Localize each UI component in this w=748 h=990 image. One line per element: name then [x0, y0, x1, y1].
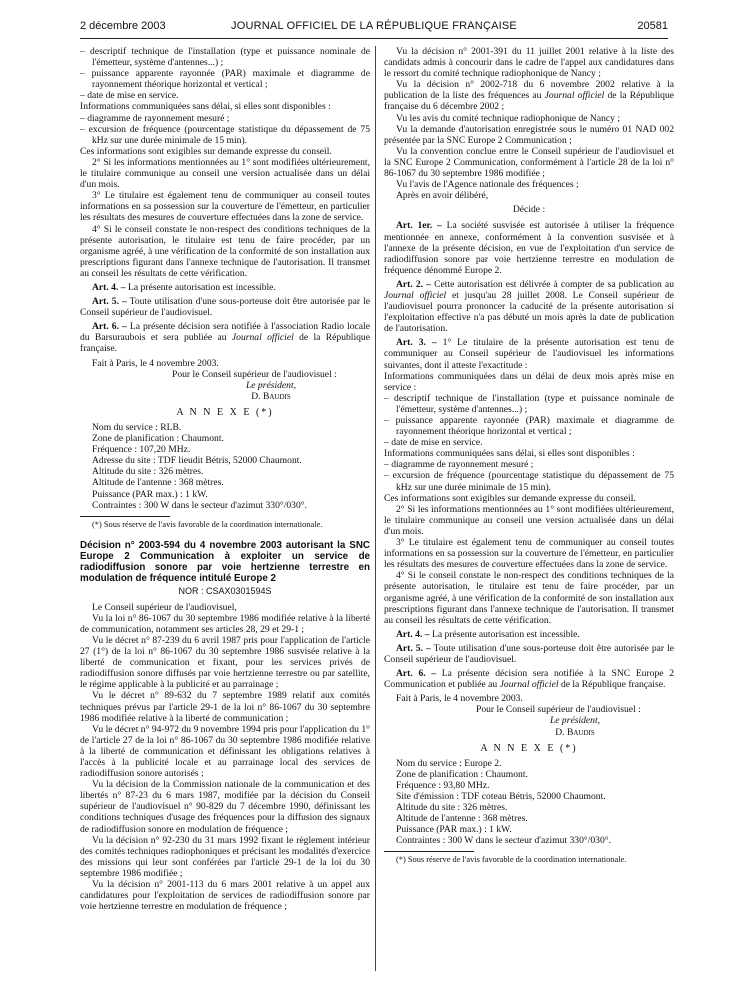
article-2: Art. 2. – Cette autorisation est délivrée à compter de sa publication au Journal officiel et jusqu'au 28 juillet 2008. Le Conseil supérieur de l'audiovisuel pourra prononcer la caducité de la présente autorisation si l'exploitation effective n'a pas débuté un mois après la date de publication de l'autorisation.: [384, 278, 674, 335]
vu-item: Vu l'avis de l'Agence nationale des fréquences ;: [396, 179, 579, 191]
fait-line: Fait à Paris, le 4 novembre 2003.: [396, 693, 523, 705]
vu-item: Vu le décret n° 87-239 du 6 avril 1987 pris pour l'application de l'article 27 (1°) de la loi n° 86-1067 du 30 septembre 1986 susvisée relative à la liberté de communication et fixant, pour les services privés de radiodiffusion sonore diffusés par voie hertzienne terrestre ou par satellite, le régime applicable à la publicité et au parrainage ;: [80, 634, 370, 691]
annex-item: Altitude de l'antenne : 368 mètres.: [92, 477, 224, 489]
vu-item: Vu la demande d'autorisation enregistrée sous le numéro 01 NAD 002 présentée par la SNC Europe 2 Communication ;: [384, 123, 674, 146]
footnote-rule: [80, 516, 170, 517]
annex-item: Fréquence : 93,80 MHz.: [396, 779, 490, 791]
vu-item: Vu le décret n° 89-632 du 7 septembre 1989 relatif aux comités techniques prévus par l'article 29-1 de la loi n° 86-1067 du 30 septembre 1986 modifiée relative à la liberté de communication ;: [80, 690, 370, 724]
paragraph: Après en avoir délibéré,: [396, 190, 489, 202]
paragraph: 3° Le titulaire est également tenu de communiquer au conseil toutes informations en sa possession sur la couverture de l'émetteur, en particulier les résultats des mesures de couverture effectuées dans la zone de service.: [384, 537, 674, 571]
annex-item: Adresse du site : TDF lieudit Bétris, 52000 Chaumont.: [92, 455, 302, 467]
paragraph: 2° Si les informations mentionnées au 1° sont modifiées ultérieurement, le titulaire communique au conseil une version actualisée dans un délai d'un mois.: [80, 156, 370, 191]
signature-role: Le président,: [549, 715, 601, 727]
annex-item: Altitude du site : 326 mètres.: [92, 466, 204, 478]
article-label: Art. 5. –: [396, 642, 431, 654]
signature-name: D. Baudis: [251, 390, 291, 402]
article-label: Art. 1er. –: [396, 220, 442, 232]
signature-for: Pour le Conseil supérieur de l'audiovisuel :: [476, 704, 641, 716]
annex-item: Zone de planification : Chaumont.: [396, 768, 528, 780]
decision-title: Décision n° 2003-594 du 4 novembre 2003 autorisant la SNC Europe 2 Communication à exploiter un service de radiodiffusion sonore par voie hertzienne terrestre en modulation de fréquence intitulé Europe 2: [80, 539, 370, 585]
article-text: La présente décision sera notifiée à l'association Radio locale du Barsuraubois et sera publiée au: [80, 321, 370, 344]
article-5: [384, 643, 674, 665]
page-header: [80, 20, 668, 36]
nor-reference: NOR : CSAX0301594S: [178, 585, 272, 596]
article-1: [384, 220, 674, 275]
list-item: – descriptif technique de l'installation (type et puissance nominale de l'émetteur, système d'antennes...) ;: [80, 46, 370, 68]
journal-ref: Journal officiel: [231, 332, 294, 344]
article-6: [80, 321, 370, 354]
annex-item: Zone de planification : Chaumont.: [92, 433, 224, 445]
footnote: (*) Sous réserve de l'avis favorable de la coordination internationale.: [396, 855, 627, 865]
vu-item: Vu les avis du comité technique radiophonique de Nancy ;: [396, 112, 621, 124]
header-date: 2 décembre 2003: [80, 20, 166, 32]
list-item: – date de mise en service.: [384, 437, 674, 448]
vu-item: Vu le décret n° 94-972 du 9 novembre 1994 pris pour l'application du 1° de l'article 27 de la loi n° 86-1067 du 30 septembre 1986 modifiée relative à la liberté de communication et définissant les obligations relatives à l'accès à la publicité locale et au parrainage local des services de radiodiffusion sonore autorisés ;: [80, 723, 370, 780]
article-3: [384, 337, 674, 370]
annex-title: A N N E X E (*): [176, 406, 274, 418]
annex-item: Fréquence : 107,20 MHz.: [92, 444, 191, 456]
list-item: – descriptif technique de l'installation (type et puissance nominale de l'émetteur, système d'antennes...) ;: [384, 393, 674, 415]
article-label: Art. 6. –: [396, 668, 437, 680]
article-text: La présente autorisation est incessible.: [431, 628, 580, 640]
list-item: – diagramme de rayonnement mesuré ;: [384, 459, 674, 470]
signature-role: Le président,: [245, 379, 297, 391]
journal-ref: Journal officiel: [384, 289, 447, 301]
signature-for: Pour le Conseil supérieur de l'audiovisuel :: [172, 368, 337, 380]
header-rule: [80, 38, 668, 39]
list-item: – diagramme de rayonnement mesuré ;: [80, 113, 370, 124]
article-text: de la République française.: [80, 332, 370, 355]
article-label: Art. 6. –: [92, 321, 127, 333]
left-column: [80, 46, 370, 912]
list-item: – date de mise en service.: [80, 90, 370, 101]
page-number: 20581: [637, 20, 668, 32]
annex-item: Altitude du site : 326 mètres.: [396, 802, 508, 814]
paragraph: Ces informations sont exigibles sur demande expresse du conseil.: [384, 492, 636, 504]
vu-item: Vu la décision n° 2001-391 du 11 juillet 2001 relative à la liste des candidats admis à concourir dans le cadre de l'appel aux candidatures dans le ressort du comité technique radiophonique de Nancy ;: [384, 46, 674, 80]
list-item: – puissance apparente rayonnée (PAR) maximale et diagramme de rayonnement théorique horizontal et vertical ;: [384, 415, 674, 437]
annex-item: Contraintes : 300 W dans le secteur d'azimut 330°/030°.: [92, 499, 308, 511]
paragraph: Informations communiquées sans délai, si elles sont disponibles :: [80, 101, 331, 113]
paragraph: Informations communiquées dans un délai de deux mois après mise en service :: [384, 370, 674, 393]
annex-title: A N N E X E (*): [480, 742, 578, 754]
paragraph: Informations communiquées sans délai, si elles sont disponibles :: [384, 448, 635, 460]
paragraph: Ces informations sont exigibles sur demande expresse du conseil.: [80, 145, 332, 157]
list-item: – excursion de fréquence (pourcentage statistique du dépassement de 75 kHz sur une durée minimale de 15 min).: [80, 124, 370, 146]
paragraph: Le Conseil supérieur de l'audiovisuel,: [92, 601, 237, 613]
article-text: La société susvisée est autorisée à utiliser la fréquence mentionnée en annexe, conformément à la convention susvisée et à l'annexe de la présente décision, en vue de l'exploitation d'un service de radiodiffusion sonore par voie hertzienne terrestre en modulation de fréquence dénommé Europe 2.: [384, 220, 675, 276]
article-label: Art. 5. –: [92, 296, 127, 308]
article-4: [384, 629, 674, 640]
decide-heading: Décide :: [512, 204, 546, 216]
article-text: 1° Le titulaire de la présente autorisation est tenu de communiquer au Conseil supérieur de l'audiovisuel les informations suivantes, dont il atteste l'exactitude :: [384, 337, 674, 371]
column-divider: [375, 46, 376, 971]
paragraph: 2° Si les informations mentionnées au 1° sont modifiées ultérieurement, le titulaire communique au conseil une version actualisée dans un délai d'un mois.: [384, 503, 674, 537]
article-5: [80, 296, 370, 318]
article-text: La présente autorisation est incessible.: [127, 281, 276, 293]
vu-item: Vu la décision n° 2002-718 du 6 novembre 2002 relative à la publication de la liste des fréquences au Journal officiel de la République française du 6 décembre 2002 ;: [384, 79, 675, 113]
annex-item: Nom du service : Europe 2.: [396, 757, 502, 769]
annex-item: Contraintes : 300 W dans le secteur d'azimut 330°/030°.: [396, 835, 612, 847]
paragraph: 3° Le titulaire est également tenu de communiquer au conseil toutes informations en sa possession sur la couverture de l'émetteur, en particulier les résultats des mesures de couverture effectuées dans la zone de service.: [80, 190, 370, 224]
annex-item: Puissance (PAR max.) : 1 kW.: [396, 824, 512, 836]
vu-item: Vu la décision de la Commission nationale de la communication et des libertés n° 87-23 du 6 mars 1987, modifiée par la décision du Conseil supérieur de l'audiovisuel n° 90-829 du 7 décembre 1990, définissant les conditions techniques d'usage des fréquences pour la diffusion des signaux de radiodiffusion sonore en modulation de fréquence ;: [80, 779, 370, 835]
article-label: Art. 2. –: [396, 278, 431, 290]
article-label: Art. 4. –: [396, 628, 430, 640]
annex-item: Puissance (PAR max.) : 1 kW.: [92, 488, 208, 500]
annex-item: Nom du service : RLB.: [92, 422, 182, 433]
signature-name: D. Baudis: [555, 726, 595, 738]
right-column: [384, 46, 674, 865]
paragraph: 4° Si le conseil constate le non-respect des conditions techniques de la présente autorisation, le titulaire est tenu de faire procéder, par un organisme agréé, à une vérification de la conformité de son installation aux prescriptions figurant dans l'annexe technique de l'autorisation. Il transmet au conseil les résultats de cette vérification.: [384, 570, 674, 626]
annex-item: Site d'émission : TDF coteau Bétris, 52000 Chaumont.: [396, 791, 606, 802]
vu-item: Vu la décision n° 92-230 du 31 mars 1992 fixant le règlement intérieur des comités techniques radiophoniques et précisant les modalités d'exercice des missions qui leur sont conférées par l'article 29-1 de la loi du 30 septembre 1986 modifiée ;: [80, 834, 370, 879]
vu-item: Vu la décision n° 2001-113 du 6 mars 2001 relative à un appel aux candidatures pour l'exploitation de services de radiodiffusion sonore par voie hertzienne terrestre en modulation de fréquence ;: [80, 879, 370, 913]
fait-line: Fait à Paris, le 4 novembre 2003.: [92, 357, 219, 369]
annex-item: Altitude de l'antenne : 368 mètres.: [396, 813, 528, 825]
journal-title: JOURNAL OFFICIEL DE LA RÉPUBLIQUE FRANÇAISE: [231, 20, 517, 32]
vu-item: Vu la loi n° 86-1067 du 30 septembre 1986 modifiée relative à la liberté de communication, notamment ses articles 28, 29 et 29-1 ;: [80, 612, 370, 635]
vu-item: Vu la convention conclue entre le Conseil supérieur de l'audiovisuel et la SNC Europe 2 Communication, conformément à l'article 28 de la loi n° 86-1067 du 30 septembre 1986 modifiée ;: [384, 145, 674, 180]
article-label: Art. 3. –: [396, 337, 437, 349]
article-6: Art. 6. – La présente décision sera notifiée à la SNC Europe 2 Communication et publiée au Journal officiel de la République française.: [384, 668, 674, 691]
paragraph: 4° Si le conseil constate le non-respect des conditions techniques de la présente autorisation, le titulaire est tenu de faire procéder, par un organisme agréé, à une vérification de la conformité de son installation aux prescriptions figurant dans l'annexe technique de l'autorisation. Il transmet au conseil les résultats de cette vérification.: [80, 223, 370, 279]
article-text: Toute utilisation d'une sous-porteuse doit être autorisée par le Conseil supérieur de l'audiovisuel.: [384, 642, 674, 665]
article-text: Toute utilisation d'une sous-porteuse doit être autorisée par le Conseil supérieur de l'audiovisuel.: [80, 296, 370, 319]
article-label: Art. 4. –: [92, 281, 126, 293]
journal-ref: Journal officiel: [544, 90, 605, 102]
list-item: – puissance apparente rayonnée (PAR) maximale et diagramme de rayonnement théorique horizontal et vertical ;: [80, 68, 370, 90]
footnote-rule: [384, 851, 474, 852]
list-item: – excursion de fréquence (pourcentage statistique du dépassement de 75 kHz sur une durée minimale de 15 min).: [384, 470, 674, 492]
article-4: [80, 282, 370, 293]
footnote: (*) Sous réserve de l'avis favorable de la coordination internationale.: [92, 519, 323, 529]
journal-ref: Journal officiel: [499, 679, 559, 691]
